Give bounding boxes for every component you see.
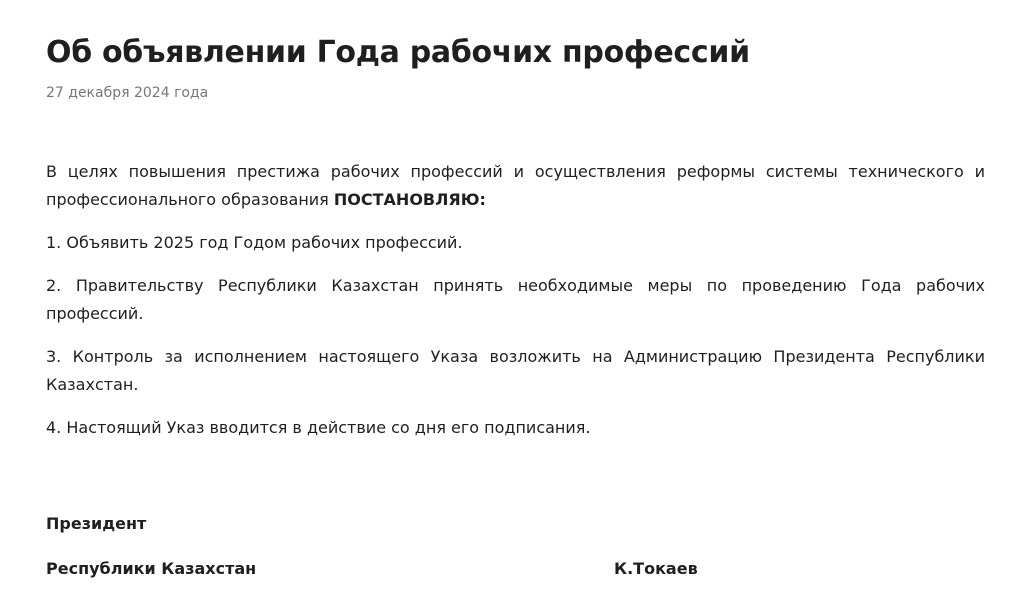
decree-body bbox=[46, 158, 985, 457]
decree-item-1: 1. Объявить 2025 год Годом рабочих профессий. bbox=[46, 233, 463, 252]
decree-item-4: 4. Настоящий Указ вводится в действие со дня его подписания. bbox=[46, 418, 591, 437]
preamble-paragraph bbox=[46, 158, 985, 214]
decree-item-3: 3. Контроль за исполнением настоящего Указа возложить на Администрацию Президента Республики Казахстан. bbox=[46, 347, 985, 394]
decree-page bbox=[46, 0, 985, 606]
page-title: Об объявлении Года рабочих профессий bbox=[46, 35, 750, 70]
preamble-text: В целях повышения престижа рабочих профессий и осуществления реформы системы технического и профессионального образования bbox=[46, 162, 985, 209]
signature-name: К.Токаев bbox=[614, 559, 698, 578]
signature-title-line-1: Президент bbox=[46, 514, 147, 533]
publication-date: 27 декабря 2024 года bbox=[46, 85, 209, 101]
signature-title-line-2: Республики Казахстан bbox=[46, 559, 257, 578]
preamble-decree-word: ПОСТАНОВЛЯЮ: bbox=[333, 190, 486, 209]
decree-item-2: 2. Правительству Республики Казахстан принять необходимые меры по проведению Года рабочих профессий. bbox=[46, 276, 985, 323]
